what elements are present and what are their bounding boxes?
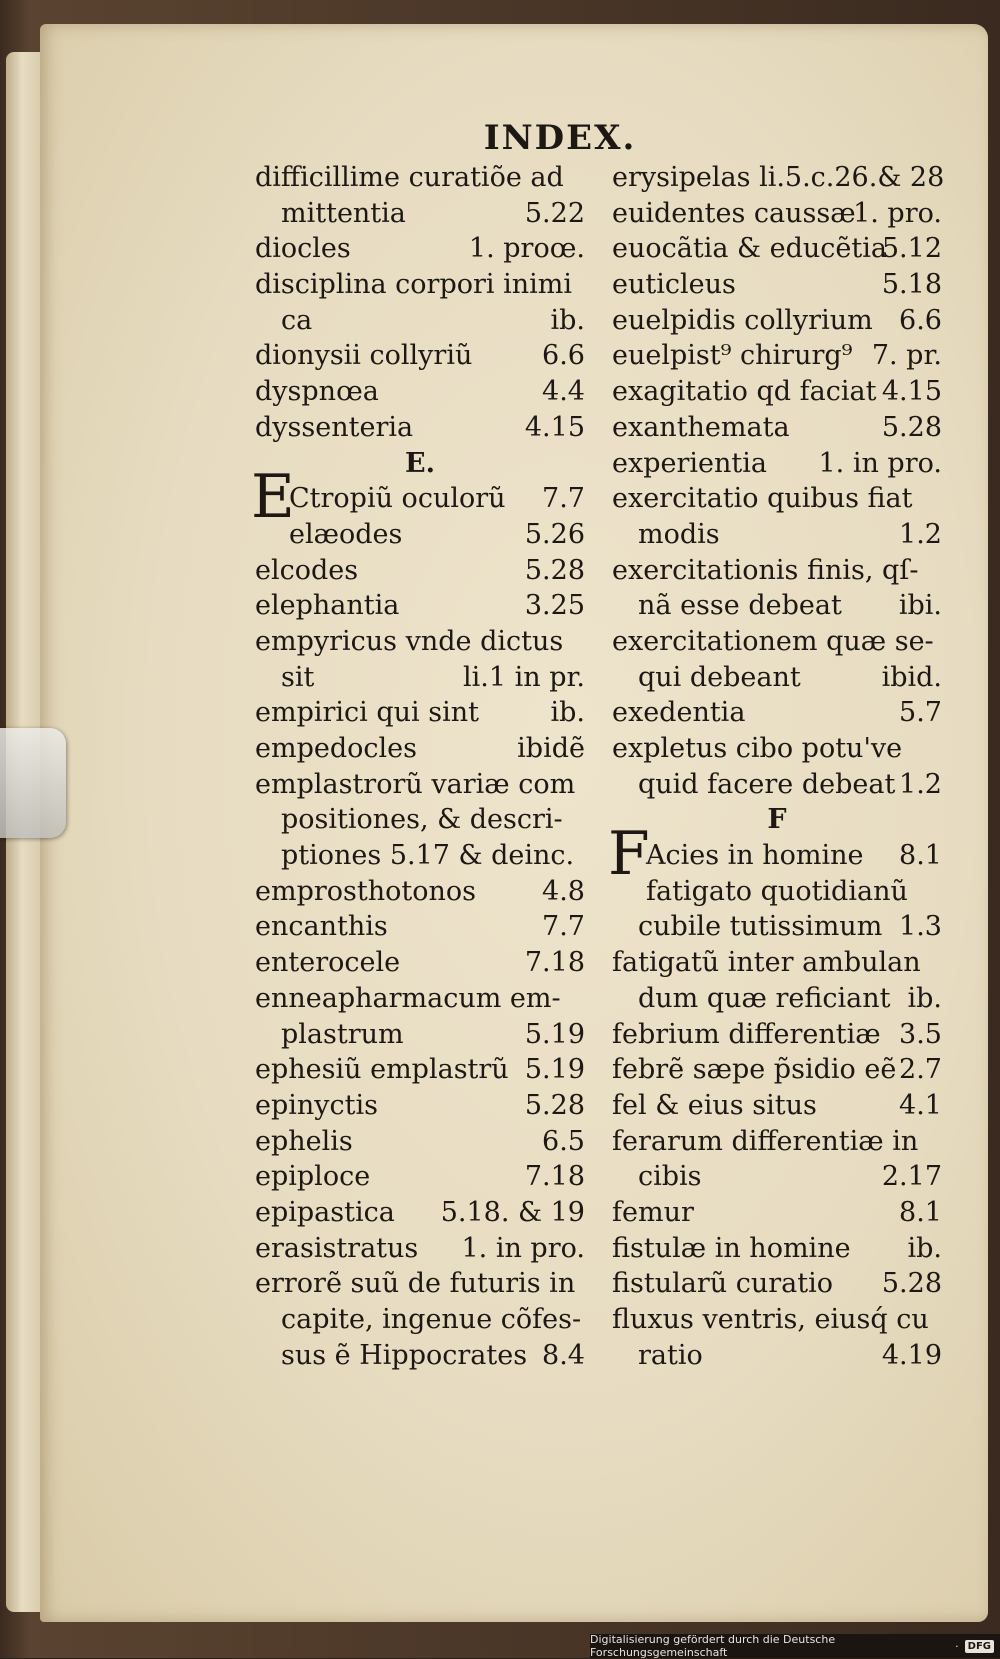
- index-entry: [612, 196, 942, 232]
- index-reference: 1.2: [899, 768, 942, 800]
- index-term: ferarum differentiæ in: [612, 1125, 919, 1157]
- index-reference: 4.1: [899, 1089, 942, 1121]
- index-entry: [255, 1195, 585, 1231]
- index-reference: 6.6: [542, 340, 585, 372]
- index-reference: 4.4: [542, 376, 585, 408]
- index-term: plastrum: [281, 1018, 404, 1050]
- index-entry: [255, 517, 585, 553]
- index-term: ephelis: [255, 1125, 353, 1157]
- index-term: erasistratus: [255, 1232, 419, 1264]
- index-entry: [612, 1017, 942, 1053]
- index-term: disciplina corpori inimi: [255, 269, 572, 301]
- index-reference: 2.7: [899, 1054, 942, 1086]
- credit-text: Digitalisierung gefördert durch die Deutsche Forschungsgemeinschaft: [590, 1633, 836, 1659]
- index-term: epiploce: [255, 1161, 371, 1193]
- index-term: Ctropiũ oculorũ: [289, 483, 506, 515]
- index-entry: [612, 517, 942, 553]
- index-entry: [608, 819, 942, 890]
- index-term: expletus cibo potu've: [612, 733, 903, 764]
- index-entry: [255, 1338, 585, 1374]
- index-entry: [612, 553, 942, 589]
- index-term: enneapharmacum em-: [255, 982, 561, 1014]
- index-term: modis: [638, 518, 720, 550]
- index-letter-heading: [612, 802, 942, 838]
- index-entry: [612, 874, 942, 910]
- index-term: quid facere debeat: [638, 768, 896, 800]
- index-reference: ib.: [907, 982, 942, 1014]
- index-entry: [612, 660, 942, 696]
- index-reference: 5.26: [524, 518, 585, 550]
- index-reference: 2.17: [881, 1161, 942, 1193]
- index-term: emplastrorũ variæ com: [255, 768, 576, 800]
- index-term: epipastica: [255, 1196, 395, 1228]
- index-term: fatigato quotidianũ: [646, 875, 908, 907]
- index-entry: [255, 945, 585, 981]
- dfg-logo: DFG: [965, 1640, 994, 1653]
- index-entry: [612, 1159, 942, 1195]
- page-clip: [0, 728, 66, 838]
- index-reference: 1. in pro.: [818, 447, 942, 479]
- index-reference: 7.18: [524, 1161, 585, 1193]
- index-entry: [612, 303, 942, 339]
- index-term: errorẽ suũ de futuris in: [255, 1268, 576, 1300]
- index-term: emprosthotonos: [255, 875, 476, 907]
- index-entry: [255, 874, 585, 910]
- index-reference: 5.28: [881, 411, 942, 443]
- index-term: qui debeant: [638, 661, 801, 693]
- index-term: femur: [612, 1196, 694, 1228]
- index-entry: [612, 1088, 942, 1124]
- index-reference: 7.18: [524, 947, 585, 979]
- index-entry: [251, 462, 585, 533]
- index-reference: 3.25: [524, 590, 585, 622]
- index-reference: 1.2: [899, 518, 942, 550]
- index-term: empirici qui sint: [255, 697, 480, 729]
- index-term: euelpist⁹ chirurg⁹: [612, 340, 853, 372]
- index-term: sit: [281, 661, 315, 693]
- index-term: fatigatũ inter ambulan: [612, 947, 921, 979]
- index-entry: [255, 196, 585, 232]
- digitization-credit: Digitalisierung gefördert durch die Deutsche Forschungsgemeinschaft · DFG: [590, 1634, 1000, 1658]
- index-entry: [612, 588, 942, 624]
- index-term: dyspnœa: [255, 376, 379, 408]
- index-entry: [255, 624, 585, 660]
- index-entry: [612, 338, 942, 374]
- index-reference: 7.7: [542, 483, 585, 515]
- index-entry: [255, 695, 585, 731]
- index-entry: [255, 767, 585, 803]
- index-column-left: [251, 160, 585, 1373]
- index-entry: [612, 231, 942, 267]
- index-term: erysipelas li.5.c.26.& 28: [612, 162, 945, 193]
- index-entry: [255, 588, 585, 624]
- index-entry: [255, 267, 585, 303]
- index-entry: [255, 1231, 585, 1267]
- index-reference: 1. proœ.: [468, 233, 585, 265]
- index-entry: [612, 1338, 942, 1374]
- index-reference: 5.19: [524, 1018, 585, 1050]
- index-entry: [612, 767, 942, 803]
- index-entry: [255, 410, 585, 446]
- index-term: elcodes: [255, 554, 359, 586]
- index-term: mittentia: [281, 197, 406, 229]
- index-entry: [255, 338, 585, 374]
- index-reference: ibid.: [881, 661, 942, 693]
- page-title: INDEX.: [483, 118, 637, 158]
- index-term: positiones, & descri-: [281, 804, 563, 836]
- index-term: exercitationem quæ se-: [612, 625, 934, 657]
- index-reference: 5.19: [524, 1054, 585, 1086]
- index-reference: ibidẽ: [517, 733, 585, 764]
- index-reference: ibi.: [898, 590, 942, 622]
- index-term: ratio: [638, 1339, 703, 1371]
- index-reference: 5.28: [881, 1268, 942, 1300]
- index-reference: 4.15: [881, 376, 942, 408]
- index-reference: 5.18. & 19: [440, 1196, 585, 1228]
- index-reference: 4.19: [881, 1339, 942, 1371]
- index-entry: [255, 1052, 585, 1088]
- index-entry: [612, 624, 942, 660]
- index-reference: 6.6: [899, 304, 942, 336]
- index-reference: 1. pro.: [853, 197, 942, 229]
- index-term: E.: [405, 447, 435, 479]
- index-term: exedentia: [612, 697, 746, 729]
- index-entry: [255, 660, 585, 696]
- index-entry: [255, 553, 585, 589]
- index-entry: [612, 481, 942, 517]
- index-entry: [612, 160, 945, 196]
- drop-cap: F: [608, 819, 650, 890]
- index-term: euidentes caussæ: [612, 197, 856, 229]
- index-reference: ib.: [550, 697, 585, 729]
- index-term: exagitatio qd faciat: [612, 376, 877, 408]
- index-term: diocles: [255, 233, 351, 265]
- index-reference: ib.: [907, 1232, 942, 1264]
- index-term: sus ẽ Hippocrates: [281, 1339, 528, 1371]
- index-term: febrium differentiæ: [612, 1018, 881, 1050]
- index-term: exercitationis finis, qſ-: [612, 554, 919, 586]
- index-entry: [612, 1231, 942, 1267]
- index-entry: [612, 909, 942, 945]
- index-term: elæodes: [289, 518, 403, 550]
- index-reference: 4.8: [542, 875, 585, 907]
- index-entry: [255, 1017, 585, 1053]
- index-entry: [255, 1159, 585, 1195]
- index-reference: 5.22: [524, 197, 585, 229]
- index-reference: 8.1: [899, 1196, 942, 1228]
- index-term: fel & eius situs: [612, 1089, 817, 1121]
- index-term: encanthis: [255, 911, 388, 943]
- index-term: empedocles: [255, 733, 417, 764]
- index-reference: 3.5: [899, 1018, 942, 1050]
- index-term: euticleus: [612, 269, 736, 301]
- index-term: Acies in homine: [646, 840, 864, 872]
- index-letter-heading: [255, 446, 585, 482]
- index-term: exercitatio quibus fiat: [612, 483, 913, 515]
- index-entry: [255, 731, 585, 767]
- index-term: F: [767, 804, 787, 836]
- index-term: ephesiũ emplastrũ: [255, 1054, 509, 1086]
- index-entry: [612, 1052, 942, 1088]
- index-term: ca: [281, 304, 313, 336]
- index-term: dyssenteria: [255, 411, 414, 443]
- index-term: dum quæ reficiant: [638, 982, 891, 1014]
- index-reference: 6.5: [542, 1125, 585, 1157]
- index-reference: 8.4: [542, 1339, 585, 1371]
- index-term: fistulæ in homine: [612, 1232, 851, 1264]
- index-reference: 8.1: [899, 840, 942, 872]
- index-entry: [255, 981, 585, 1017]
- index-entry: [612, 410, 942, 446]
- index-term: euelpidis collyrium: [612, 304, 873, 336]
- index-entry: [612, 1302, 942, 1338]
- index-term: ptiones 5.17 & deinc.: [281, 840, 575, 872]
- index-term: fluxus ventris, eiusq́ cu: [612, 1304, 929, 1335]
- index-entry: [612, 1266, 942, 1302]
- index-reference: ib.: [550, 304, 585, 336]
- index-term: euocãtia & educẽtia: [612, 233, 887, 265]
- index-term: cibis: [638, 1161, 702, 1193]
- index-term: fistularũ curatio: [612, 1268, 833, 1300]
- index-term: nã esse debeat: [638, 590, 842, 622]
- index-entry: [612, 981, 942, 1017]
- index-reference: li.1 in pr.: [462, 661, 585, 693]
- index-entry: [612, 945, 942, 981]
- index-term: epinyctis: [255, 1089, 379, 1121]
- index-term: experientia: [612, 447, 767, 479]
- index-reference: 5.28: [524, 554, 585, 586]
- index-term: enterocele: [255, 947, 401, 979]
- index-term: febrẽ sæpe p̃sidio eẽ: [612, 1054, 897, 1086]
- index-entry: [612, 695, 942, 731]
- index-entry: [612, 267, 942, 303]
- index-term: elephantia: [255, 590, 400, 622]
- index-entry: [255, 374, 585, 410]
- index-entry: [255, 1124, 585, 1160]
- index-entry: [612, 1124, 942, 1160]
- index-entry: [612, 446, 942, 482]
- index-entry: [255, 1266, 585, 1302]
- index-reference: 4.15: [524, 411, 585, 443]
- index-column-right: [608, 160, 945, 1373]
- index-entry: [612, 374, 942, 410]
- index-entry: [612, 1195, 942, 1231]
- index-entry: [612, 731, 942, 767]
- index-term: exanthemata: [612, 411, 790, 443]
- index-reference: 5.7: [899, 697, 942, 729]
- index-entry: [255, 838, 585, 874]
- index-reference: 7.7: [542, 911, 585, 943]
- index-term: capite, ingenue cõfes-: [281, 1304, 582, 1335]
- index-reference: 5.28: [524, 1089, 585, 1121]
- index-term: dionysii collyriũ: [255, 340, 473, 372]
- index-entry: [255, 909, 585, 945]
- index-entry: [255, 303, 585, 339]
- drop-cap: E: [251, 462, 295, 533]
- index-entry: [255, 160, 585, 196]
- index-reference: 5.18: [881, 269, 942, 301]
- index-reference: 5.12: [881, 233, 942, 265]
- index-entry: [255, 231, 585, 267]
- index-term: cubile tutissimum: [638, 911, 883, 943]
- index-reference: 1.3: [899, 911, 942, 943]
- index-reference: 7. pr.: [871, 340, 942, 372]
- index-entry: [255, 1302, 585, 1338]
- index-entry: [255, 802, 585, 838]
- index-entry: [255, 1088, 585, 1124]
- index-reference: 1. in pro.: [461, 1232, 585, 1264]
- index-term: difficillime curatiõe ad: [255, 162, 564, 193]
- index-term: empyricus vnde dictus: [255, 625, 564, 657]
